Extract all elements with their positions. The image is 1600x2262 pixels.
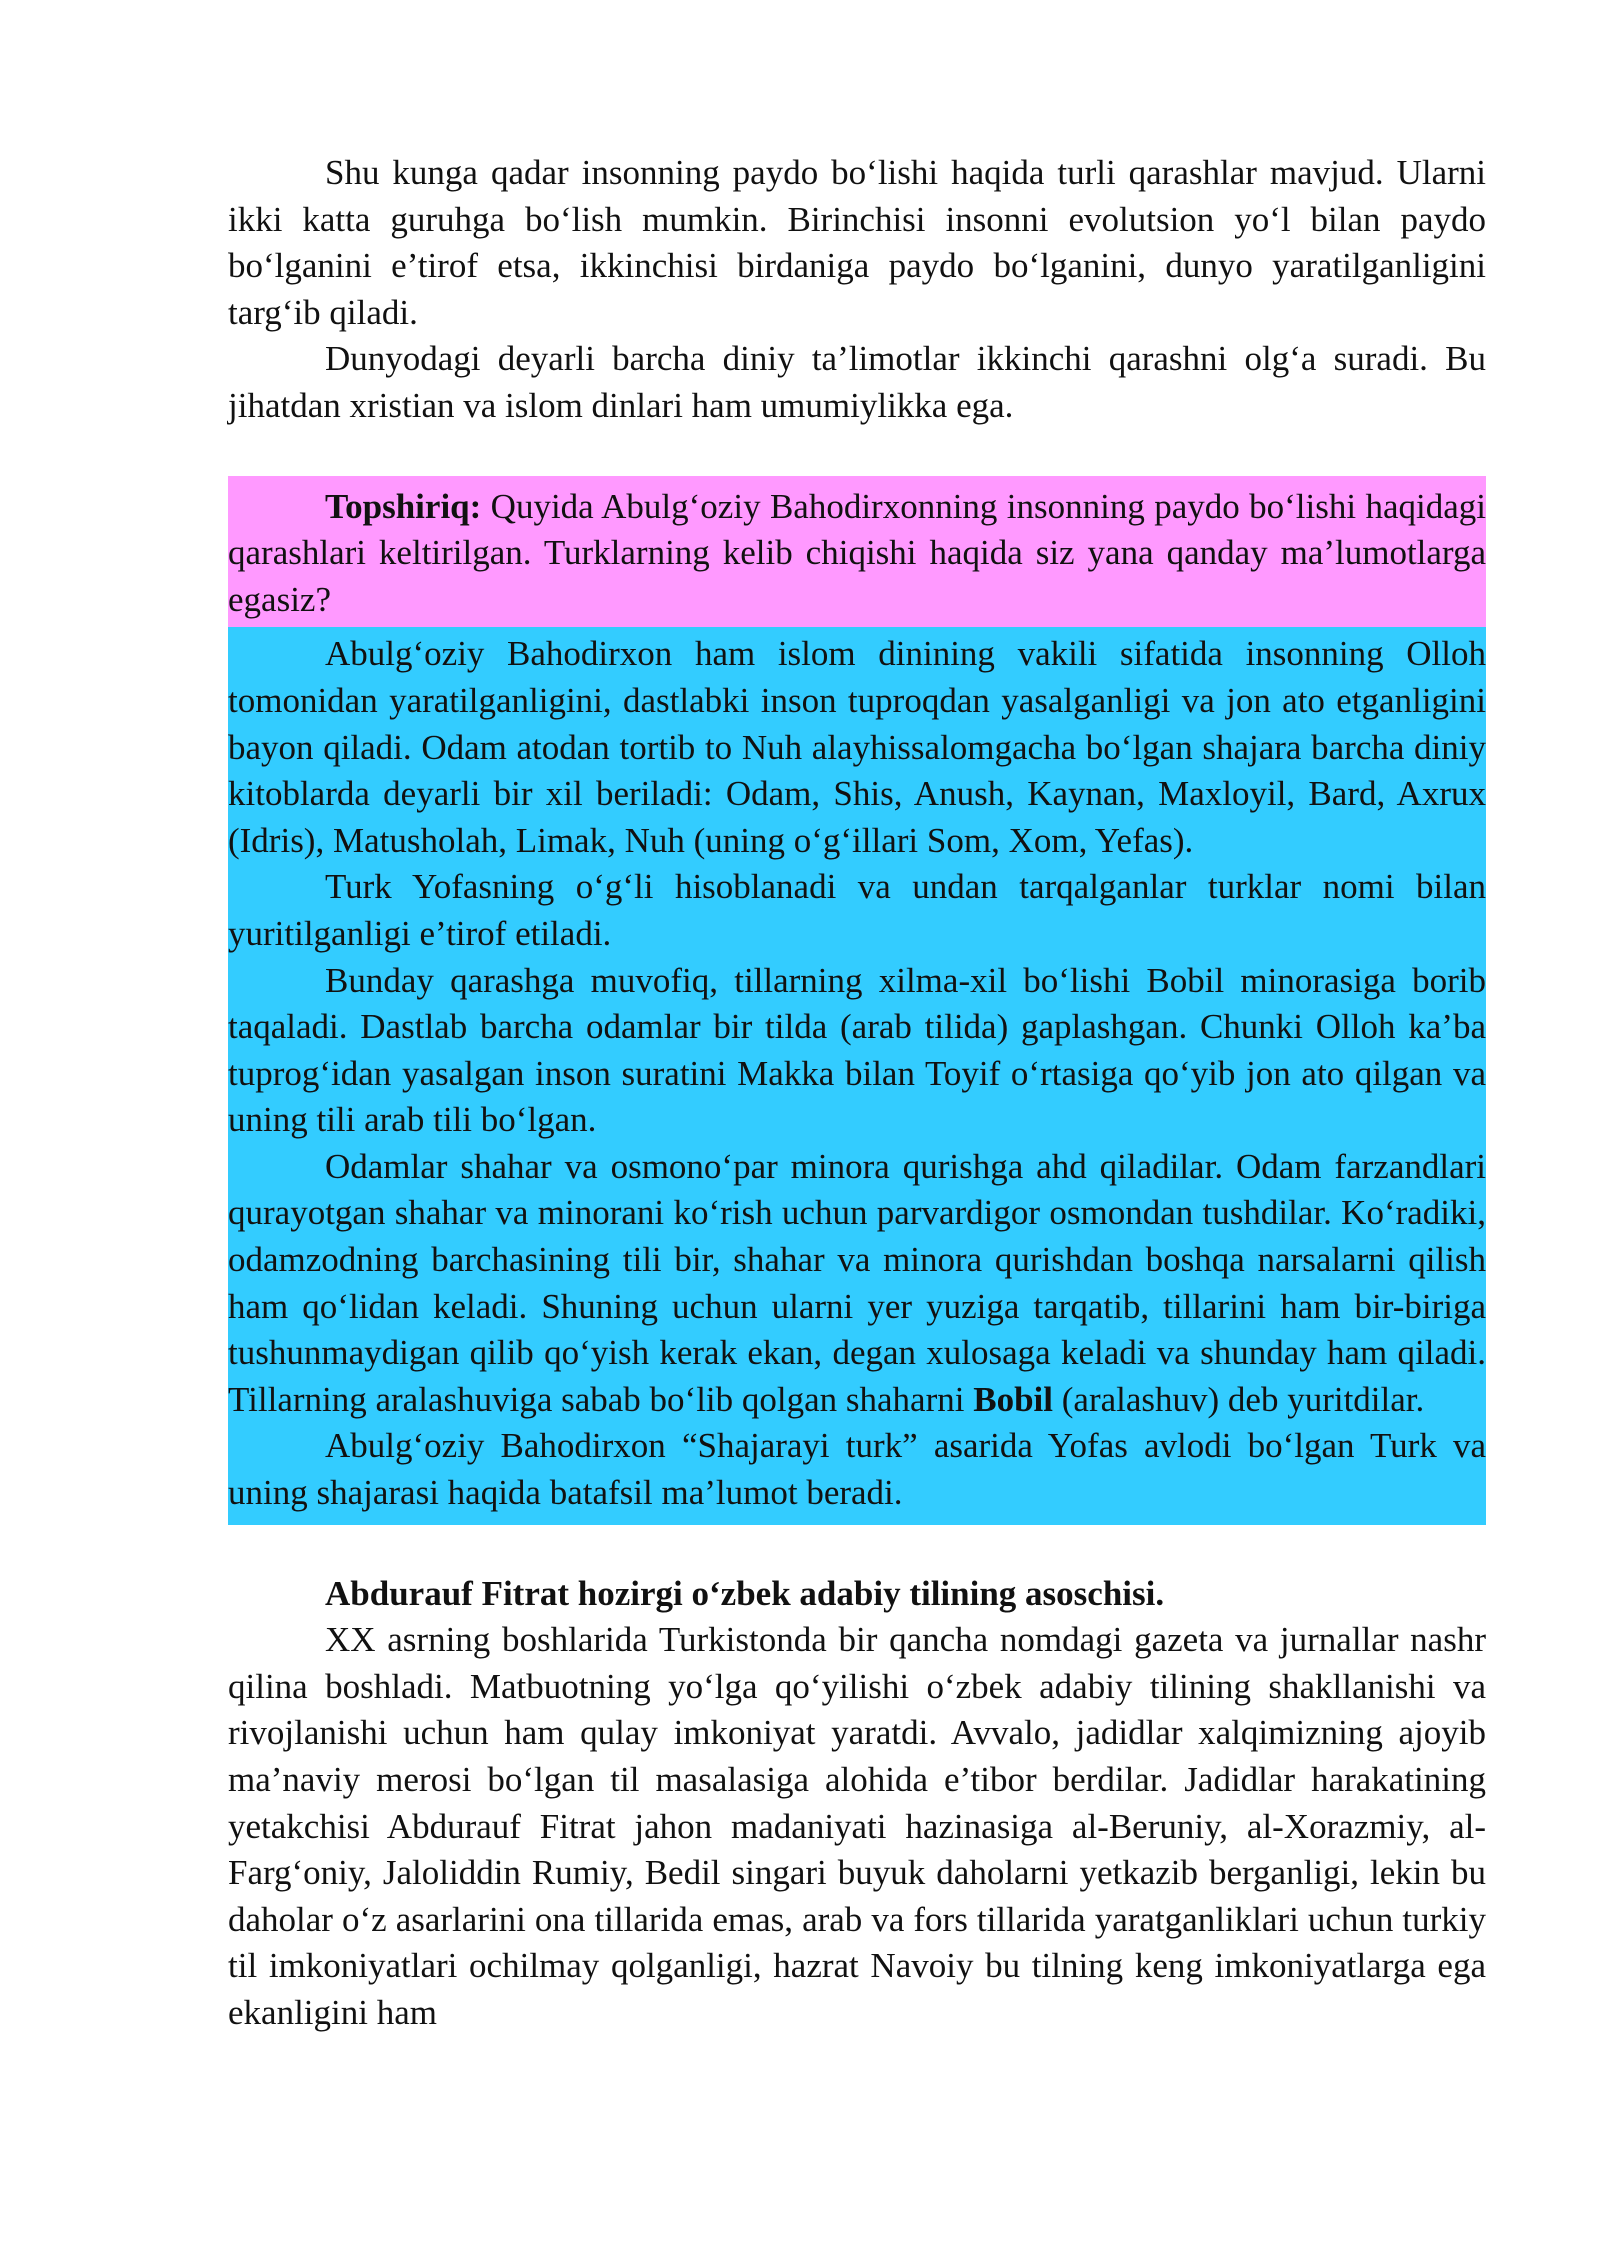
task-highlight-block [228, 476, 1486, 628]
excerpt-paragraph-5: Abulg‘oziy Bahodirxon “Shajarayi turk” asarida Yofas avlodi bo‘lgan Turk va uning shajarasi haqida batafsil ma’lumot beradi. [228, 1426, 1486, 1513]
task-text: Quyida Abulg‘oziy Bahodirxonning insonning paydo bo‘lishi haqidagi qarashlari keltirilgan. Turklarning kelib chiqishi haqida siz yana qanday ma’lumotlarga egasiz? [228, 486, 1486, 619]
section-paragraph-1: XX asrning boshlarida Turkistonda bir qancha nomdagi gazeta va jurnallar nashr qilina boshladi. Matbuotning yo‘lga qo‘yilishi o‘zbek adabiy tilining shakllanishi va rivojlanishi uchun ham qulay imkoniyat yaratdi. Avvalo, jadidlar xalqimizning ajoyib ma’naviy merosi bo‘lgan til masalasiga alohida e’tibor berdilar. Jadidlar harakatining yetakchisi Abdurauf Fitrat jahon madaniyati hazinasiga al-Beruniy, al-Xorazmiy, al-Farg‘oniy, Jaloliddin Rumiy, Bedil singari buyuk daholarni yetkazib berganligi, lekin bu daholar o‘z asarlarini ona tillarida emas, arab va fors tillarida yaratganliklari uchun turkiy til imkoniyatlari ochilmay qolganligi, hazrat Navoiy bu tilning keng imkoniyatlarga ega ekanligini ham [228, 1620, 1486, 2032]
task-label: Topshiriq: [325, 486, 482, 526]
text-column [228, 150, 1486, 2037]
excerpt-paragraph-1: Abulg‘oziy Bahodirxon ham islom dinining vakili sifatida insonning Olloh tomonidan yaratilganligini, dastlabki inson tuproqdan yasalganligi va jon ato etganligini bayon qiladi. Odam atodan tortib to Nuh alayhissalomgacha bo‘lgan shajara barcha diniy kitoblarda deyarli bir xil beriladi: Odam, Shis, Anush, Kaynan, Maxloyil, Bard, Axrux (Idris), Matusholah, Limak, Nuh (uning o‘g‘illari Som, Xom, Yefas). [228, 634, 1486, 860]
excerpt-paragraph-2: Turk Yofasning o‘g‘li hisoblanadi va undan tarqalganlar turklar nomi bilan yuritilganligi e’tirof etiladi. [228, 867, 1486, 953]
spacer [228, 430, 1486, 476]
intro-paragraph-2: Dunyodagi deyarli barcha diniy ta’limotlar ikkinchi qarashni olg‘a suradi. Bu jihatdan xristian va islom dinlari ham umumiylikka ega. [228, 339, 1486, 425]
excerpt-p4-text-before: Odamlar shahar va osmono‘par minora qurishga ahd qiladilar. Odam farzandlari qurayotgan shahar va minorani ko‘rish uchun parvardigor osmondan tushdilar. Ko‘radiki, odamzodning barchasining tili bir, shahar va minora qurishdan boshqa narsalarni qilish ham qo‘lidan keladi. Shuning uchun ularni yer yuziga tarqatib, tillarini ham bir-biriga tushunmaydigan qilib qo‘yish kerak ekan, degan xulosaga keladi va shunday ham qiladi. Tillarning aralashuviga sabab bo‘lib qolgan shaharni [228, 1146, 1486, 1419]
spacer [228, 1525, 1486, 1571]
intro-paragraph-1: Shu kunga qadar insonning paydo bo‘lishi haqida turli qarashlar mavjud. Ularni ikki katta guruhga bo‘lish mumkin. Birinchisi insonni evolutsion yo‘l bilan paydo bo‘lganini e’tirof etsa, ikkinchisi birdaniga paydo bo‘lganini, dunyo yaratilganligini targ‘ib qiladi. [228, 153, 1486, 332]
excerpt-p4-bold-term: Bobil [973, 1379, 1053, 1419]
excerpt-highlight-block [228, 627, 1486, 1524]
section-heading: Abdurauf Fitrat hozirgi o‘zbek adabiy tilining asoschisi. [325, 1573, 1165, 1613]
excerpt-paragraph-3: Bunday qarashga muvofiq, tillarning xilma-xil bo‘lishi Bobil minorasiga borib taqaladi. Dastlab barcha odamlar bir tilda (arab tilida) gaplashgan. Chunki Olloh ka’ba tuprog‘idan yasalgan inson suratini Makka bilan Toyif o‘rtasiga qo‘yib jon ato qilgan va uning tili arab tili bo‘lgan. [228, 960, 1486, 1140]
excerpt-p4-text-after: (aralashuv) deb yuritdilar. [1053, 1379, 1425, 1419]
task-paragraph [228, 484, 1486, 624]
excerpt-paragraph-4 [228, 1144, 1486, 1424]
